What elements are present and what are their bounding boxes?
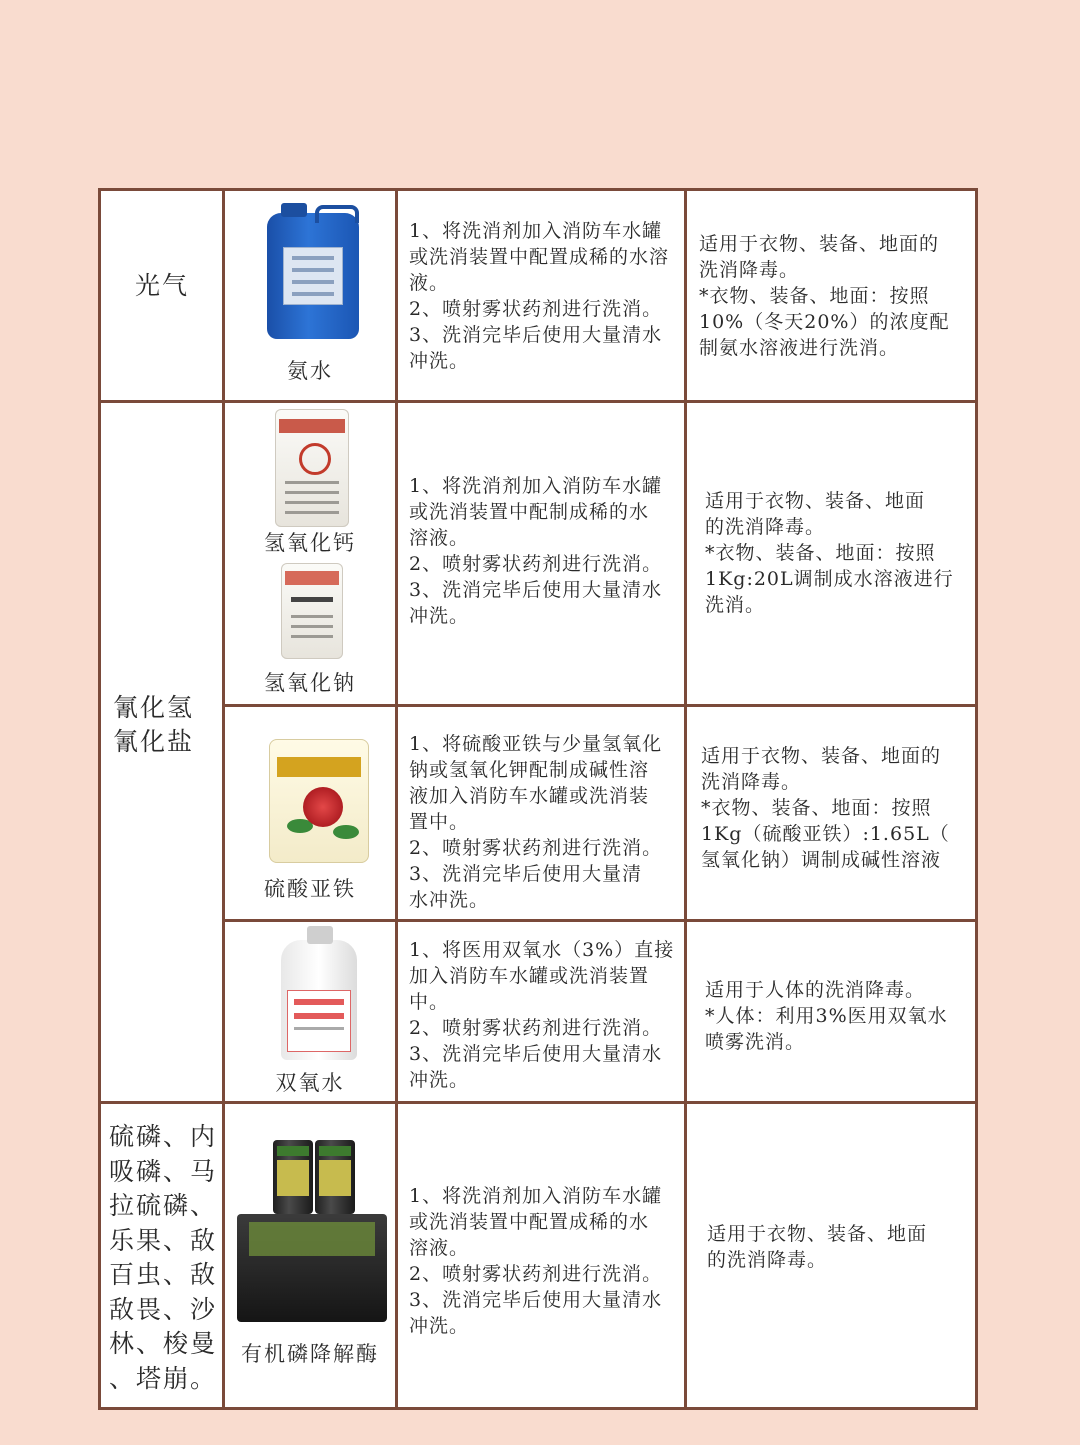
scope-cell: 适用于衣物、装备、地面 的洗消降毒。 [707, 1223, 928, 1271]
agent-name: 氰化氢 氰化盐 [113, 693, 195, 756]
decontamination-table [98, 188, 978, 1410]
product-cell [225, 403, 395, 704]
enzyme-can-icon [315, 1140, 355, 1214]
agent-cell [101, 191, 222, 400]
product-cell [225, 922, 395, 1101]
ammonia-jerrycan-icon [267, 213, 359, 339]
product-cell [225, 191, 395, 400]
scope-cell: 适用于衣物、装备、地面 的洗消降毒。 *衣物、装备、地面：按照 1Kg:20L调制成水溶液进行 洗消。 [705, 490, 954, 616]
ferrous-sulfate-bag-icon [269, 739, 369, 863]
product-name: 氢氧化钙 [264, 531, 356, 555]
hydrogen-peroxide-bottle-icon [281, 940, 357, 1060]
product-cell [225, 1104, 395, 1410]
agent-cell [101, 403, 222, 1101]
method-cell: 1、将洗消剂加入消防车水罐 或洗消装置中配制成稀的水 溶液。 2、喷射雾状药剂进行洗消。 3、洗消完毕后使用大量清水 冲洗。 [409, 475, 663, 627]
method-cell: 1、将医用双氧水（3%）直接 加入消防车水罐或洗消装置 中。 2、喷射雾状药剂进行洗消。 3、洗消完毕后使用大量清水 冲洗。 [409, 939, 675, 1091]
method-cell: 1、将洗消剂加入消防车水罐 或洗消装置中配置成稀的水溶 液。 2、喷射雾状药剂进行洗消。 3、洗消完毕后使用大量清水 冲洗。 [409, 220, 670, 372]
scope-cell: 适用于人体的洗消降毒。 *人体：利用3%医用双氧水 喷雾洗消。 [705, 979, 948, 1053]
column-divider [684, 191, 687, 1410]
product-name: 硫酸亚铁 [264, 877, 356, 901]
scope-cell: 适用于衣物、装备、地面的 洗消降毒。 *衣物、装备、地面：按照 1Kg（硫酸亚铁）:1.65L（ 氢氧化钠）调制成碱性溶液 [701, 745, 950, 871]
enzyme-kit-icon [237, 1214, 387, 1322]
agent-name: 光气 [135, 271, 190, 300]
product-cell [225, 707, 395, 919]
product-name: 双氧水 [275, 1071, 345, 1095]
product-name: 氨水 [287, 359, 333, 383]
product-name: 氢氧化钠 [264, 671, 356, 695]
enzyme-can-icon [273, 1140, 313, 1214]
product-name: 有机磷降解酶 [241, 1342, 379, 1366]
column-divider [395, 191, 398, 1410]
method-cell: 1、将硫酸亚铁与少量氢氧化 钠或氢氧化钾配制成碱性溶 液加入消防车水罐或洗消装 置中。 2、喷射雾状药剂进行洗消。 3、洗消完毕后使用大量清 水冲洗。 [409, 733, 663, 911]
agent-cell [101, 1104, 222, 1410]
scope-cell: 适用于衣物、装备、地面的 洗消降毒。 *衣物、装备、地面：按照 10%（冬天20%）的浓度配 制氨水溶液进行洗消。 [699, 233, 950, 359]
agent-name: 硫磷、内 吸磷、马 拉硫磷、 乐果、敌 百虫、敌 敌畏、沙 林、梭曼 、塔崩。 [109, 1122, 218, 1393]
calcium-hydroxide-bag-icon [275, 409, 349, 527]
sodium-hydroxide-bag-icon [281, 563, 343, 659]
method-cell: 1、将洗消剂加入消防车水罐 或洗消装置中配置成稀的水 溶液。 2、喷射雾状药剂进行洗消。 3、洗消完毕后使用大量清水 冲洗。 [409, 1185, 663, 1337]
